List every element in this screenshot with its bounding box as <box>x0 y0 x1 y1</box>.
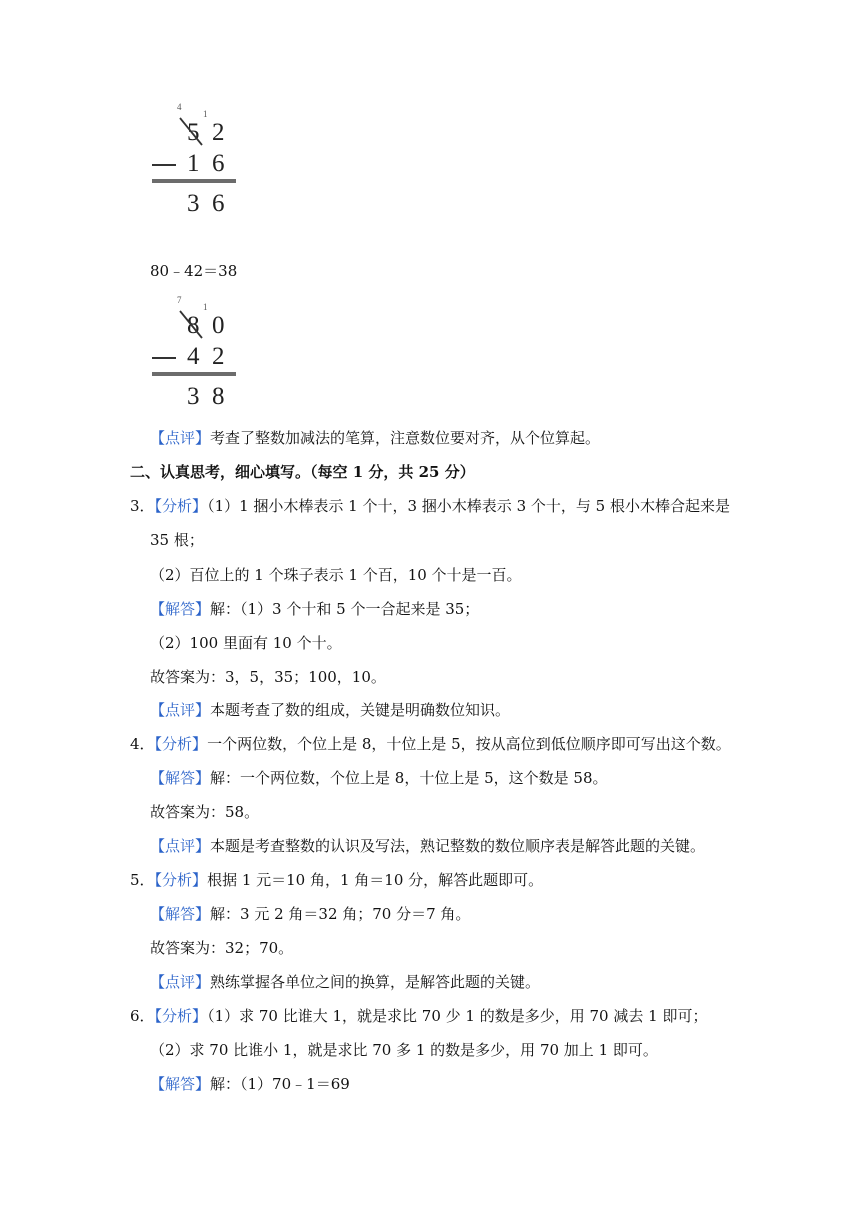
answer-tag: 【解答】 <box>150 1075 211 1093</box>
comment-tag: 【点评】 <box>150 701 211 719</box>
question-3-analysis-2: （2）百位上的 1 个珠子表示 1 个百，10 个十是一百。 <box>150 566 522 584</box>
line-text: 熟练掌握各单位之间的换算，是解答此题的关键。 <box>210 973 541 991</box>
line-text: （1）1 捆小木棒表示 1 个十，3 捆小木棒表示 3 个十，与 5 根小木棒合起来是 <box>207 497 730 515</box>
minus-sign <box>152 357 176 359</box>
vertical-subtraction-2 <box>150 296 240 412</box>
question-5-analysis <box>130 869 543 890</box>
subtrahend-tens: 1 <box>187 150 200 177</box>
line-text: 解：（1）3 个十和 5 个一合起来是 35； <box>210 600 480 618</box>
answer-tag: 【解答】 <box>150 905 211 923</box>
question-number: 5． <box>130 871 155 889</box>
comment-tag: 【点评】 <box>150 973 211 991</box>
difference-ones: 8 <box>212 383 225 410</box>
question-5-answer <box>150 903 470 924</box>
analysis-tag: 【分析】 <box>154 1007 208 1025</box>
comment-tag: 【点评】 <box>150 837 211 855</box>
question-3-answer <box>150 598 479 619</box>
difference-ones: 6 <box>212 190 225 217</box>
answer-tag: 【解答】 <box>150 600 211 618</box>
borrow-slash <box>150 103 240 153</box>
line-text: 考查了整数加减法的笔算，注意数位要对齐，从个位算起。 <box>210 429 601 447</box>
question-number: 6． <box>130 1007 155 1025</box>
question-number: 4． <box>130 735 155 753</box>
difference-tens: 3 <box>187 190 200 217</box>
question-5-comment <box>150 971 540 992</box>
result-bar <box>152 179 236 183</box>
comment-tag: 【点评】 <box>150 429 211 447</box>
question-4-analysis <box>130 733 731 754</box>
question-5-final: 故答案为：32；70。 <box>150 939 294 957</box>
line-text: 根据 1 元＝10 角，1 角＝10 分，解答此题即可。 <box>207 871 544 889</box>
minus-sign <box>152 164 176 166</box>
question-6-analysis-2: （2）求 70 比谁小 1，就是求比 70 多 1 的数是多少，用 70 加上 1 即可。 <box>150 1041 658 1059</box>
minuend-ones: 0 <box>212 312 225 339</box>
question-3-analysis <box>130 495 730 516</box>
subtrahend-tens: 4 <box>187 343 200 370</box>
section-heading: 二、认真思考，细心填写。（每空 1 分，共 25 分） <box>130 463 475 481</box>
line-text: （1）求 70 比谁大 1，就是求比 70 少 1 的数是多少，用 70 减去 1 即可； <box>207 1007 708 1025</box>
difference-tens: 3 <box>187 383 200 410</box>
line-text: 本题是考查整数的认识及写法，熟记整数的数位顺序表是解答此题的关键。 <box>210 837 706 855</box>
question-6-analysis <box>130 1005 707 1026</box>
borrow-slash <box>150 296 240 346</box>
subtrahend-ones: 6 <box>212 150 225 177</box>
line-text: 解：一个两位数，个位上是 8，十位上是 5，这个数是 58。 <box>210 769 608 787</box>
line-text: 一个两位数，个位上是 8，十位上是 5，按从高位到低位顺序即可写出这个数。 <box>207 735 731 753</box>
borrow-digit: 4 <box>177 102 182 112</box>
borrow-mark: 1 <box>203 109 208 119</box>
question-number: 3． <box>130 497 155 515</box>
result-bar <box>152 372 236 376</box>
equation-line: 80﹣42＝38 <box>150 262 238 280</box>
question-3-comment <box>150 699 510 720</box>
question-3-analysis-cont: 35 根； <box>150 531 204 549</box>
question-4-final: 故答案为：58。 <box>150 803 260 821</box>
question-3-final: 故答案为：3，5，35；100，10。 <box>150 668 386 686</box>
question-4-answer <box>150 767 608 788</box>
minuend-tens: 5 <box>187 119 200 146</box>
answer-tag: 【解答】 <box>150 769 211 787</box>
borrow-mark: 1 <box>203 302 208 312</box>
question-4-comment <box>150 835 705 856</box>
analysis-tag: 【分析】 <box>154 871 208 889</box>
line-text: 解：（1）70﹣1＝69 <box>210 1075 350 1093</box>
borrow-digit: 7 <box>177 295 182 305</box>
analysis-tag: 【分析】 <box>154 497 208 515</box>
line-text: 本题考查了数的组成，关键是明确数位知识。 <box>210 701 511 719</box>
question-3-answer-2: （2）100 里面有 10 个十。 <box>150 634 342 652</box>
comment-line <box>150 427 600 448</box>
minuend-tens: 8 <box>187 312 200 339</box>
line-text: 解：3 元 2 角＝32 角；70 分＝7 角。 <box>210 905 471 923</box>
subtrahend-ones: 2 <box>212 343 225 370</box>
analysis-tag: 【分析】 <box>154 735 208 753</box>
minuend-ones: 2 <box>212 119 225 146</box>
vertical-subtraction-1 <box>150 103 240 219</box>
question-6-answer <box>150 1073 350 1094</box>
